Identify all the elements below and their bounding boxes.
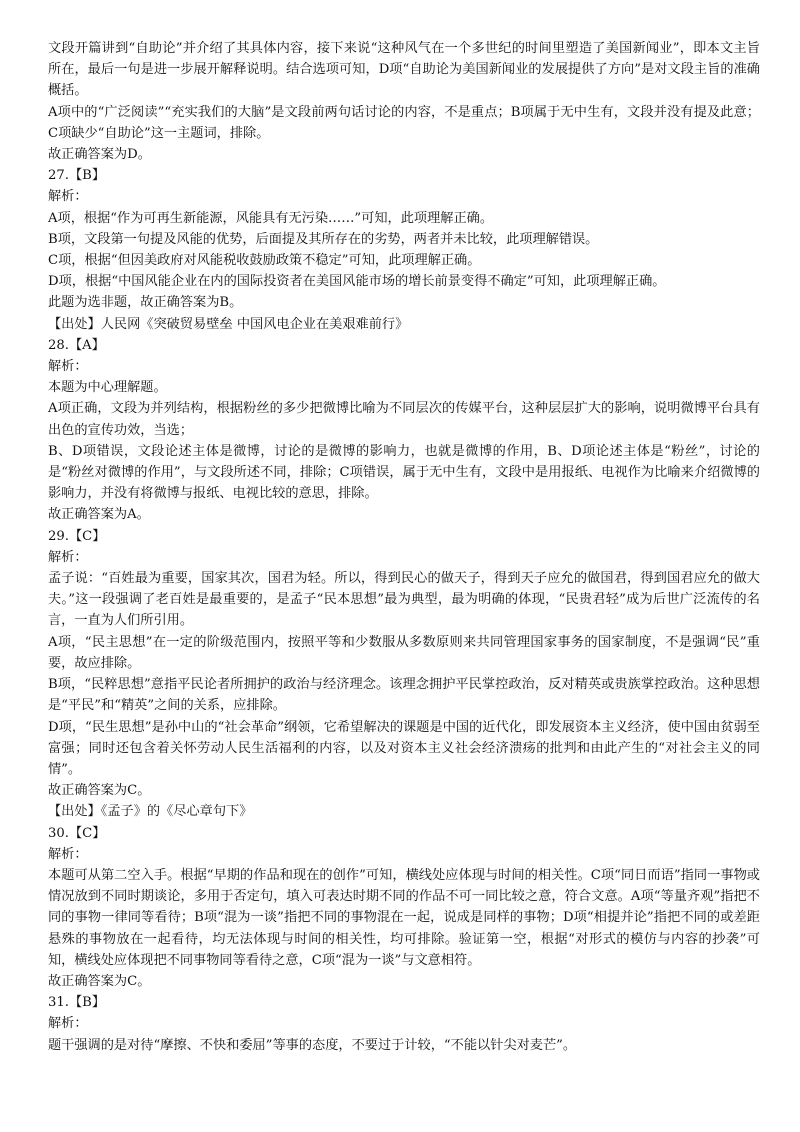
paragraph: A项，根据“作为可再生新能源，风能具有无污染……”可知，此项理解正确。 [48, 210, 494, 226]
analysis-label: 解析： [48, 189, 88, 205]
paragraph: B项，“民粹思想”意指平民论者所拥护的政治与经济理念。该理念拥护平民掌控政治，反对精英或贵族掌控政治。这种思想是“平民”和“精英”之间的关系，应排除。 [48, 677, 760, 714]
question-number: 29.【C】 [48, 528, 106, 544]
answer-line: 故正确答案为D。 [48, 147, 151, 163]
paragraph: 此题为选非题，故正确答案为B。 [48, 295, 243, 311]
answer-line: 故正确答案为A。 [48, 507, 150, 523]
paragraph: D项，“民生思想”是孙中山的“社会革命”纲领，它希望解决的课题是中国的近代化，即发展资本主义经济，使中国由贫弱至富强；同时还包含着关怀劳动人民生活福利的内容，以及对资本主义社会经济溃疡的批判和由此产生的“对社会主义的同情”。 [48, 719, 760, 777]
paragraph: B、D项错误，文段论述主体是微博，讨论的是微博的影响力，也就是微博的作用，B、D项论述主体是“粉丝”，讨论的是“粉丝对微博的作用”，与文段所述不同，排除；C项错误，属于无中生有，文段中是用报纸、电视作为比喻来介绍微博的影响力，并没有将微博与报纸、电视比较的意思，排除。 [48, 443, 760, 502]
question-31 [48, 992, 760, 1056]
paragraph: A项中的“广泛阅读”“充实我们的大脑”是文段前两句话讨论的内容，不是重点；B项属于无中生有，文段并没有提及此意；C项缺少“自助论”这一主题词，排除。 [48, 104, 760, 141]
question-28 [48, 335, 760, 526]
analysis-label: 解析： [48, 549, 88, 565]
question-number: 28.【A】 [48, 337, 105, 353]
answer-explanations-document [48, 38, 760, 1056]
analysis-label: 解析： [48, 359, 88, 375]
analysis-label: 解析： [48, 1016, 88, 1032]
question-number: 30.【C】 [48, 825, 106, 841]
question-27 [48, 165, 760, 335]
paragraph: D项，根据“中国风能企业在内的国际投资者在美国风能市场的增长前景变得不确定”可知，此项理解正确。 [48, 274, 666, 290]
paragraph: 本题为中心理解题。 [48, 380, 167, 396]
analysis-label: 解析： [48, 846, 88, 862]
paragraph: 题干强调的是对待“摩擦、不快和委屈”等事的态度，不要过于计较，“不能以针尖对麦芒”。 [48, 1037, 577, 1053]
question-number: 31.【B】 [48, 995, 106, 1011]
paragraph: C项，根据“但因美政府对风能税收鼓励政策不稳定”可知，此项理解正确。 [48, 253, 481, 269]
source-line: 【出处】人民网《突破贸易壁垒 中国风电企业在美艰难前行》 [48, 316, 409, 332]
answer-line: 故正确答案为C。 [48, 783, 151, 799]
question-30 [48, 823, 760, 993]
paragraph: A项正确，文段为并列结构，根据粉丝的多少把微博比喻为不同层次的传媒平台，这种层层扩大的影响，说明微博平台具有出色的宣传功效，当选； [48, 401, 760, 438]
paragraph: 文段开篇讲到“自助论”并介绍了其具体内容，接下来说“这种风气在一个多世纪的时间里塑造了美国新闻业”，即本文主旨所在，最后一句是进一步展开解释说明。结合选项可知，D项“自助论为美国新闻业的发展提供了方向”是对文段主旨的准确概括。 [48, 41, 760, 99]
source-line: 【出处】《孟子》的《尽心章句下》 [48, 804, 253, 820]
paragraph: B项，文段第一句提及风能的优势，后面提及其所存在的劣势，两者并未比较，此项理解错误。 [48, 231, 599, 247]
paragraph: A项，“民主思想”在一定的阶级范围内，按照平等和少数服从多数原则来共同管理国家事务的国家制度，不是强调“民”重要，故应排除。 [48, 634, 760, 671]
paragraph: 孟子说：“百姓最为重要，国家其次，国君为轻。所以，得到民心的做天子，得到天子应允的做国君，得到国君应允的做大夫。”这一段强调了老百姓是最重要的，是孟子“民本思想”最为典型，最为明确的体现，“民贵君轻”成为后世广泛流传的名言，一直为人们所引用。 [48, 571, 760, 629]
question-29 [48, 526, 760, 823]
question-number: 27.【B】 [48, 168, 106, 184]
intro-section [48, 38, 760, 165]
paragraph: 本题可从第二空入手。根据“早期的作品和现在的创作”可知，横线处应体现与时间的相关性。C项“同日而语”指同一事物或情况放到不同时期谈论，多用于否定句，填入可表达时期不同的作品不可一同比较之意，符合文意。A项“等量齐观”指把不同的事物一律同等看待；B项“混为一谈”指把不同的事物混在一起，说成是同样的事物；D项“相提并论”指把不同的或差距悬殊的事物放在一起看待，均无法体现与时间的相关性，均可排除。验证第一空，根据“对形式的模仿与内容的抄袭”可知，横线处应体现把不同事物同等看待之意，C项“混为一谈”与文意相符。 [48, 867, 760, 968]
answer-line: 故正确答案为C。 [48, 973, 151, 989]
